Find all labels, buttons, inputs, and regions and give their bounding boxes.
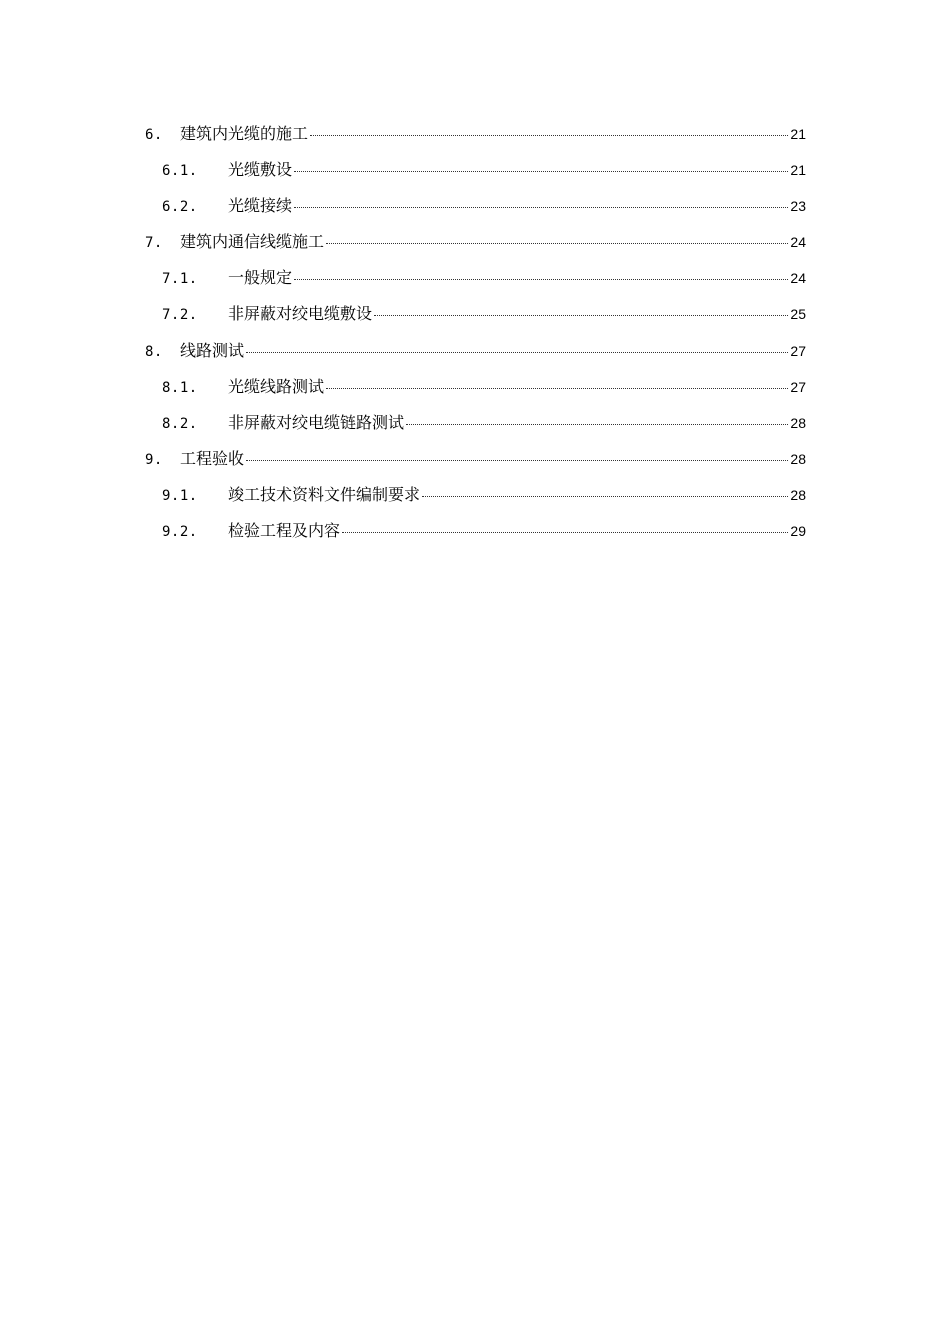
toc-dot-leader bbox=[326, 242, 788, 244]
toc-dot-leader bbox=[246, 351, 788, 353]
toc-dot-leader bbox=[326, 387, 788, 389]
toc-entry[interactable] bbox=[145, 232, 806, 268]
toc-entry[interactable] bbox=[145, 413, 806, 449]
toc-entry-title: 线路测试 bbox=[180, 340, 245, 360]
toc-entry[interactable] bbox=[145, 449, 806, 485]
toc-entry-title: 非屏蔽对绞电缆敷设 bbox=[228, 304, 373, 324]
toc-dot-leader bbox=[294, 278, 788, 280]
toc-entry-title: 光缆接续 bbox=[228, 196, 293, 216]
toc-entry-page: 24 bbox=[790, 234, 806, 251]
toc-entry-page: 28 bbox=[790, 450, 806, 467]
toc-entry-title: 建筑内通信线缆施工 bbox=[180, 232, 325, 252]
toc-entry-title: 检验工程及内容 bbox=[228, 521, 341, 541]
toc-entry-page: 21 bbox=[790, 126, 806, 142]
table-of-contents bbox=[145, 124, 806, 557]
toc-entry[interactable] bbox=[145, 377, 806, 413]
toc-entry-page: 23 bbox=[790, 198, 806, 215]
toc-entry-page: 21 bbox=[790, 162, 806, 179]
toc-entry-number: 7.1. bbox=[162, 271, 198, 288]
toc-dot-leader bbox=[374, 314, 788, 316]
toc-entry-number: 7.2. bbox=[162, 307, 198, 324]
toc-entry-page: 29 bbox=[790, 523, 806, 540]
toc-dot-leader bbox=[294, 170, 788, 172]
toc-dot-leader bbox=[342, 531, 788, 533]
toc-entry-number: 9. bbox=[145, 451, 163, 468]
toc-entry-title: 非屏蔽对绞电缆链路测试 bbox=[228, 412, 405, 432]
toc-dot-leader bbox=[406, 423, 788, 425]
toc-entry-title: 一般规定 bbox=[228, 268, 293, 288]
toc-entry-number: 7. bbox=[145, 235, 163, 252]
toc-entry[interactable] bbox=[145, 341, 806, 377]
toc-entry-number: 8. bbox=[145, 343, 163, 360]
toc-entry-number: 6. bbox=[145, 127, 163, 143]
toc-entry-number: 6.1. bbox=[162, 163, 198, 180]
toc-entry-number: 9.2. bbox=[162, 524, 198, 541]
toc-entry-number: 6.2. bbox=[162, 199, 198, 216]
toc-entry-number: 9.1. bbox=[162, 487, 198, 504]
toc-entry[interactable] bbox=[145, 521, 806, 557]
toc-entry-title: 竣工技术资料文件编制要求 bbox=[228, 484, 421, 504]
toc-entry-page: 27 bbox=[790, 378, 806, 395]
toc-entry-title: 光缆线路测试 bbox=[228, 376, 325, 396]
toc-entry-title: 建筑内光缆的施工 bbox=[180, 124, 309, 143]
toc-entry-title: 工程验收 bbox=[180, 448, 245, 468]
toc-dot-leader bbox=[294, 206, 788, 208]
toc-entry[interactable] bbox=[145, 124, 806, 160]
toc-entry-page: 25 bbox=[790, 306, 806, 323]
toc-entry-number: 8.1. bbox=[162, 379, 198, 396]
toc-dot-leader bbox=[310, 134, 788, 136]
toc-entry[interactable] bbox=[145, 160, 806, 196]
toc-entry-page: 28 bbox=[790, 486, 806, 503]
toc-entry-page: 27 bbox=[790, 342, 806, 359]
toc-entry-title: 光缆敷设 bbox=[228, 160, 293, 180]
toc-entry-page: 24 bbox=[790, 270, 806, 287]
toc-entry[interactable] bbox=[145, 196, 806, 232]
toc-entry[interactable] bbox=[145, 268, 806, 304]
toc-dot-leader bbox=[422, 495, 788, 497]
toc-dot-leader bbox=[246, 459, 788, 461]
toc-entry-number: 8.2. bbox=[162, 415, 198, 432]
toc-entry[interactable] bbox=[145, 485, 806, 521]
toc-entry-page: 28 bbox=[790, 414, 806, 431]
toc-entry[interactable] bbox=[145, 304, 806, 340]
